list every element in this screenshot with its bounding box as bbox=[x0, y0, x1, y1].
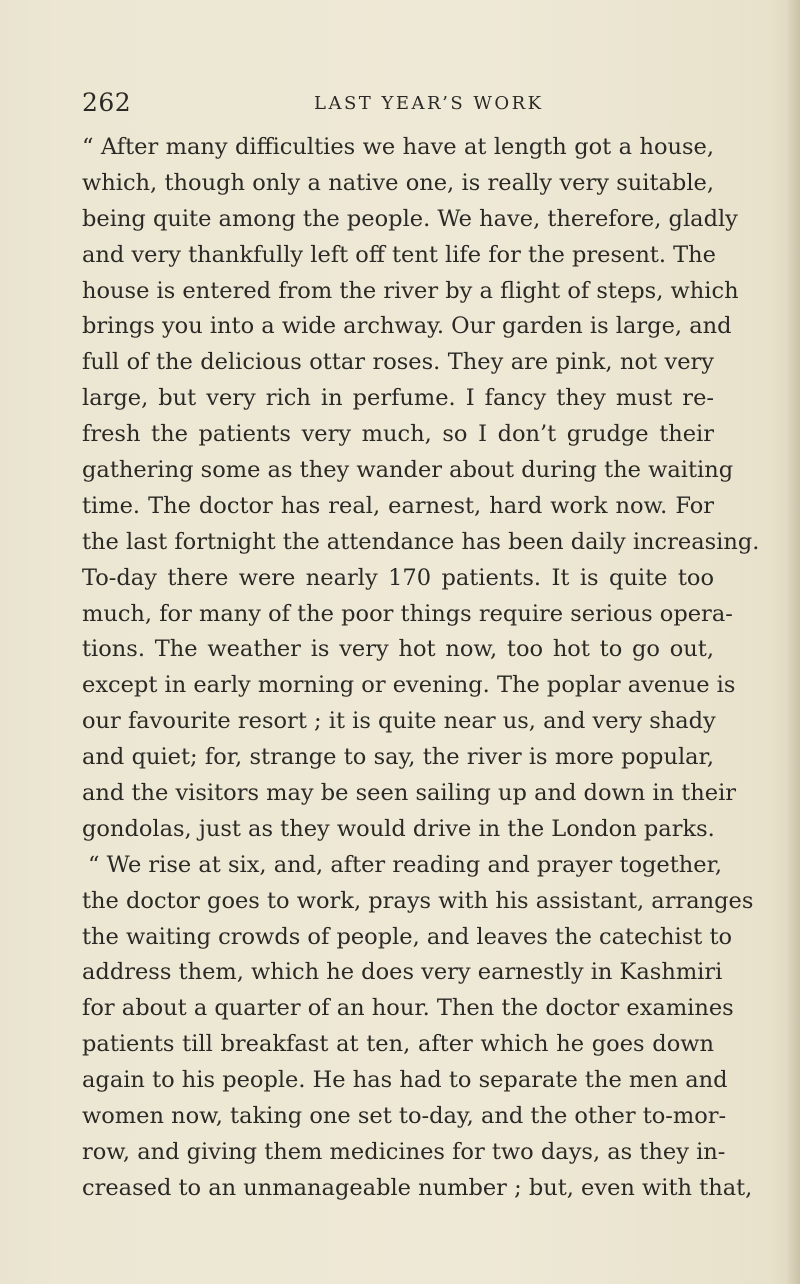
text-line: being quite among the people. We have, therefore, gladly bbox=[82, 205, 738, 232]
text-line: tions. The weather is very hot now, too hot to go out, bbox=[82, 636, 714, 663]
text-line: and quiet; for, strange to say, the river is more popular, bbox=[82, 744, 714, 771]
text-line: again to his people. He has had to separate the men and bbox=[82, 1067, 728, 1094]
body-text bbox=[82, 130, 760, 1207]
text-line: the doctor goes to work, prays with his assistant, arranges bbox=[82, 887, 754, 914]
running-head: LAST YEAR’S WORK bbox=[314, 93, 544, 114]
text-line: and the visitors may be seen sailing up and down in their bbox=[82, 780, 737, 807]
page-edge-shadow bbox=[786, 0, 800, 1284]
text-line: house is entered from the river by a flight of steps, which bbox=[82, 277, 739, 304]
text-line: row, and giving them medicines for two days, as they in- bbox=[82, 1138, 726, 1165]
text-line: much, for many of the poor things require serious opera- bbox=[82, 600, 733, 627]
text-line: full of the delicious ottar roses. They are pink, not very bbox=[82, 349, 714, 376]
text-line: “ After many difficulties we have at length got a house, bbox=[82, 134, 714, 160]
paragraph-first-line: “ We rise at six, and, after reading and prayer together, bbox=[88, 851, 723, 878]
text-line: the waiting crowds of people, and leaves the catechist to bbox=[82, 923, 733, 950]
page-header bbox=[82, 88, 712, 122]
text-line: women now, taking one set to-day, and the other to-mor- bbox=[82, 1103, 727, 1130]
text-line: patients till breakfast at ten, after which he goes down bbox=[82, 1031, 714, 1058]
text-line: and very thankfully left off tent life for the present. The bbox=[82, 241, 716, 268]
text-line: which, though only a native one, is really very suitable, bbox=[82, 169, 714, 196]
text-line: address them, which he does very earnestly in Kashmiri bbox=[82, 959, 723, 986]
text-line: except in early morning or evening. The poplar avenue is bbox=[82, 672, 736, 699]
text-line: large, but very rich in perfume. I fancy they must re- bbox=[82, 385, 714, 412]
text-line: for about a quarter of an hour. Then the doctor examines bbox=[82, 995, 734, 1022]
text-line: gondolas, just as they would drive in the London parks. bbox=[82, 815, 715, 842]
page-number: 262 bbox=[82, 88, 132, 117]
text-line: fresh the patients very much, so I don’t grudge their bbox=[82, 421, 714, 448]
text-line: time. The doctor has real, earnest, hard work now. For bbox=[82, 492, 714, 519]
text-line: creased to an unmanageable number ; but, even with that, bbox=[82, 1174, 753, 1201]
text-line: our favourite resort ; it is quite near us, and very shady bbox=[82, 708, 716, 735]
text-line: brings you into a wide archway. Our garden is large, and bbox=[82, 313, 732, 340]
text-line: To-day there were nearly 170 patients. It is quite too bbox=[82, 564, 714, 591]
text-line: gathering some as they wander about during the waiting bbox=[82, 457, 734, 484]
text-line: the last fortnight the attendance has been daily increasing. bbox=[82, 528, 760, 555]
